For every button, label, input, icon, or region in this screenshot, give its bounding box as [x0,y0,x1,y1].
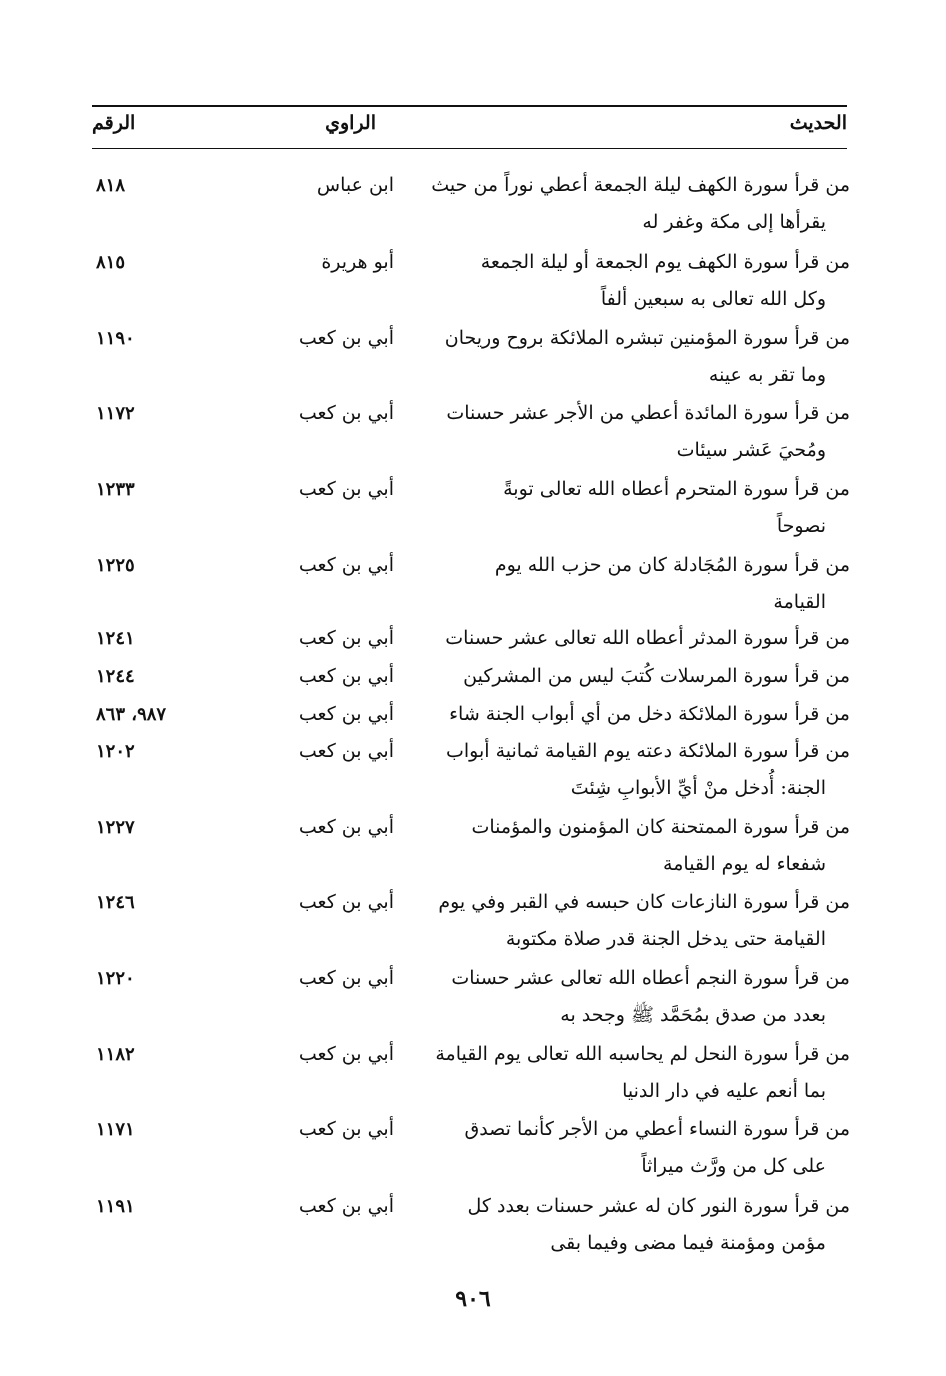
hadith-line-1: من قرأ سورة المائدة أعطي من الأجر عشر حسنات [446,402,850,424]
hadith-line-1: من قرأ سورة المُجَادلة كان من حزب الله يوم [494,554,850,576]
hadith-line-2: القيامة حتى يدخل الجنة قدر صلاة مكتوبة [505,928,826,950]
hadith-number: ١٢٢٧ [96,817,135,838]
header-rule [92,148,847,149]
hadith-line-1: من قرأ سورة المؤمنين تبشره الملائكة بروح وريحان [444,327,850,349]
rawi-name: ابن عباس [316,174,394,196]
hadith-number: ١١٧٢ [96,403,135,424]
rawi-name: أبي بن كعب [298,740,394,762]
hadith-text [410,733,850,807]
hadith-text [410,884,850,958]
hadith-line-2: بعدد من صدق بمُحَمَّد ﷺ وجحد به [560,1004,826,1026]
column-header-rawi: الراوي [325,112,376,134]
hadith-line-2: وكل الله تعالى به سبعين ألفاً [600,288,826,310]
top-rule [92,105,847,107]
hadith-line-1: من قرأ سورة النور كان له عشر حسنات بعدد كل [467,1195,850,1217]
hadith-text [410,809,850,883]
hadith-number: ٩٨٧، ٨٦٣ [96,704,167,725]
hadith-line-2: ومُحيَ عَشر سيئات [676,439,826,461]
rawi-name: أبي بن كعب [298,1043,394,1065]
rawi-name: أبي بن كعب [298,554,394,576]
hadith-line-1: من قرأ سورة المرسلات كُتبَ ليس من المشركين [463,665,850,687]
hadith-line-1: من قرأ سورة الكهف يوم الجمعة أو ليلة الجمعة [480,251,850,273]
hadith-text [410,960,850,1034]
hadith-number: ١٢٢٠ [96,968,135,989]
hadith-line-1: من قرأ سورة الممتحنة كان المؤمنون والمؤمنات [471,816,850,838]
hadith-number: ١٢٤٦ [96,892,135,913]
rawi-name: أبو هريرة [321,251,394,273]
hadith-line-2: مؤمن ومؤمنة فيما مضى وفيما بقى [550,1232,826,1254]
hadith-line-2: القيامة [773,591,826,613]
rawi-name: أبي بن كعب [298,703,394,725]
hadith-text [410,395,850,469]
hadith-text [410,620,850,657]
page-number: ٩٠٦ [455,1286,491,1312]
hadith-number: ١٢٤١ [96,628,135,649]
rawi-name: أبي بن كعب [298,816,394,838]
hadith-line-1: من قرأ سورة النحل لم يحاسبه الله تعالى يوم القيامة [435,1043,850,1065]
hadith-number: ١١٨٢ [96,1044,135,1065]
hadith-text [410,167,850,241]
hadith-text [410,658,850,695]
hadith-number: ١١٧١ [96,1119,135,1140]
hadith-line-1: من قرأ سورة الكهف ليلة الجمعة أعطي نوراً من حيث [431,174,850,196]
hadith-line-2: الجنة: أُدخل منْ أيِّ الأبوابِ شِئتَ [570,777,826,799]
hadith-line-2: وما تقر به عينه [708,364,826,386]
rawi-name: أبي بن كعب [298,665,394,687]
hadith-line-2: يقرأها إلى مكة وغفر له [642,211,826,233]
hadith-text [410,1188,850,1262]
hadith-line-1: من قرأ سورة النساء أعطي من الأجر كأنما تصدق [464,1118,850,1140]
column-header-number: الرقم [92,112,136,134]
rawi-name: أبي بن كعب [298,1118,394,1140]
rawi-name: أبي بن كعب [298,1195,394,1217]
hadith-line-2: شفعاء له يوم القيامة [663,853,826,875]
rawi-name: أبي بن كعب [298,327,394,349]
hadith-line-1: من قرأ سورة الملائكة دعته يوم القيامة ثمانية أبواب [446,740,850,762]
hadith-number: ١٢٠٢ [96,741,135,762]
hadith-line-2: نصوحاً [776,515,826,537]
hadith-text [410,320,850,394]
hadith-number: ١٢٤٤ [96,666,135,687]
hadith-line-1: من قرأ سورة المتحرم أعطاه الله تعالى توبةً [503,478,850,500]
hadith-text [410,244,850,318]
hadith-text [410,547,850,621]
rawi-name: أبي بن كعب [298,627,394,649]
hadith-number: ١١٩١ [96,1196,135,1217]
hadith-number: ١٢٢٥ [96,555,135,576]
rawi-name: أبي بن كعب [298,402,394,424]
hadith-line-2: على كل من ورَّث ميراثاً [641,1155,826,1177]
hadith-line-1: من قرأ سورة الملائكة دخل من أي أبواب الجنة شاء [449,703,850,725]
hadith-line-1: من قرأ سورة النجم أعطاه الله تعالى عشر حسنات [451,967,850,989]
hadith-text [410,1036,850,1110]
hadith-text [410,696,850,733]
hadith-line-2: بما أنعم عليه في دار الدنيا [622,1080,826,1102]
hadith-number: ١١٩٠ [96,328,135,349]
rawi-name: أبي بن كعب [298,478,394,500]
hadith-text [410,471,850,545]
rawi-name: أبي بن كعب [298,967,394,989]
column-header-hadith: الحديث [789,112,847,134]
hadith-number: ٨١٥ [96,252,126,273]
hadith-line-1: من قرأ سورة النازعات كان حبسه في القبر وفي يوم [438,891,850,913]
hadith-text [410,1111,850,1185]
hadith-number: ١٢٣٣ [96,479,135,500]
hadith-number: ٨١٨ [96,175,126,196]
hadith-line-1: من قرأ سورة المدثر أعطاه الله تعالى عشر حسنات [445,627,850,649]
rawi-name: أبي بن كعب [298,891,394,913]
